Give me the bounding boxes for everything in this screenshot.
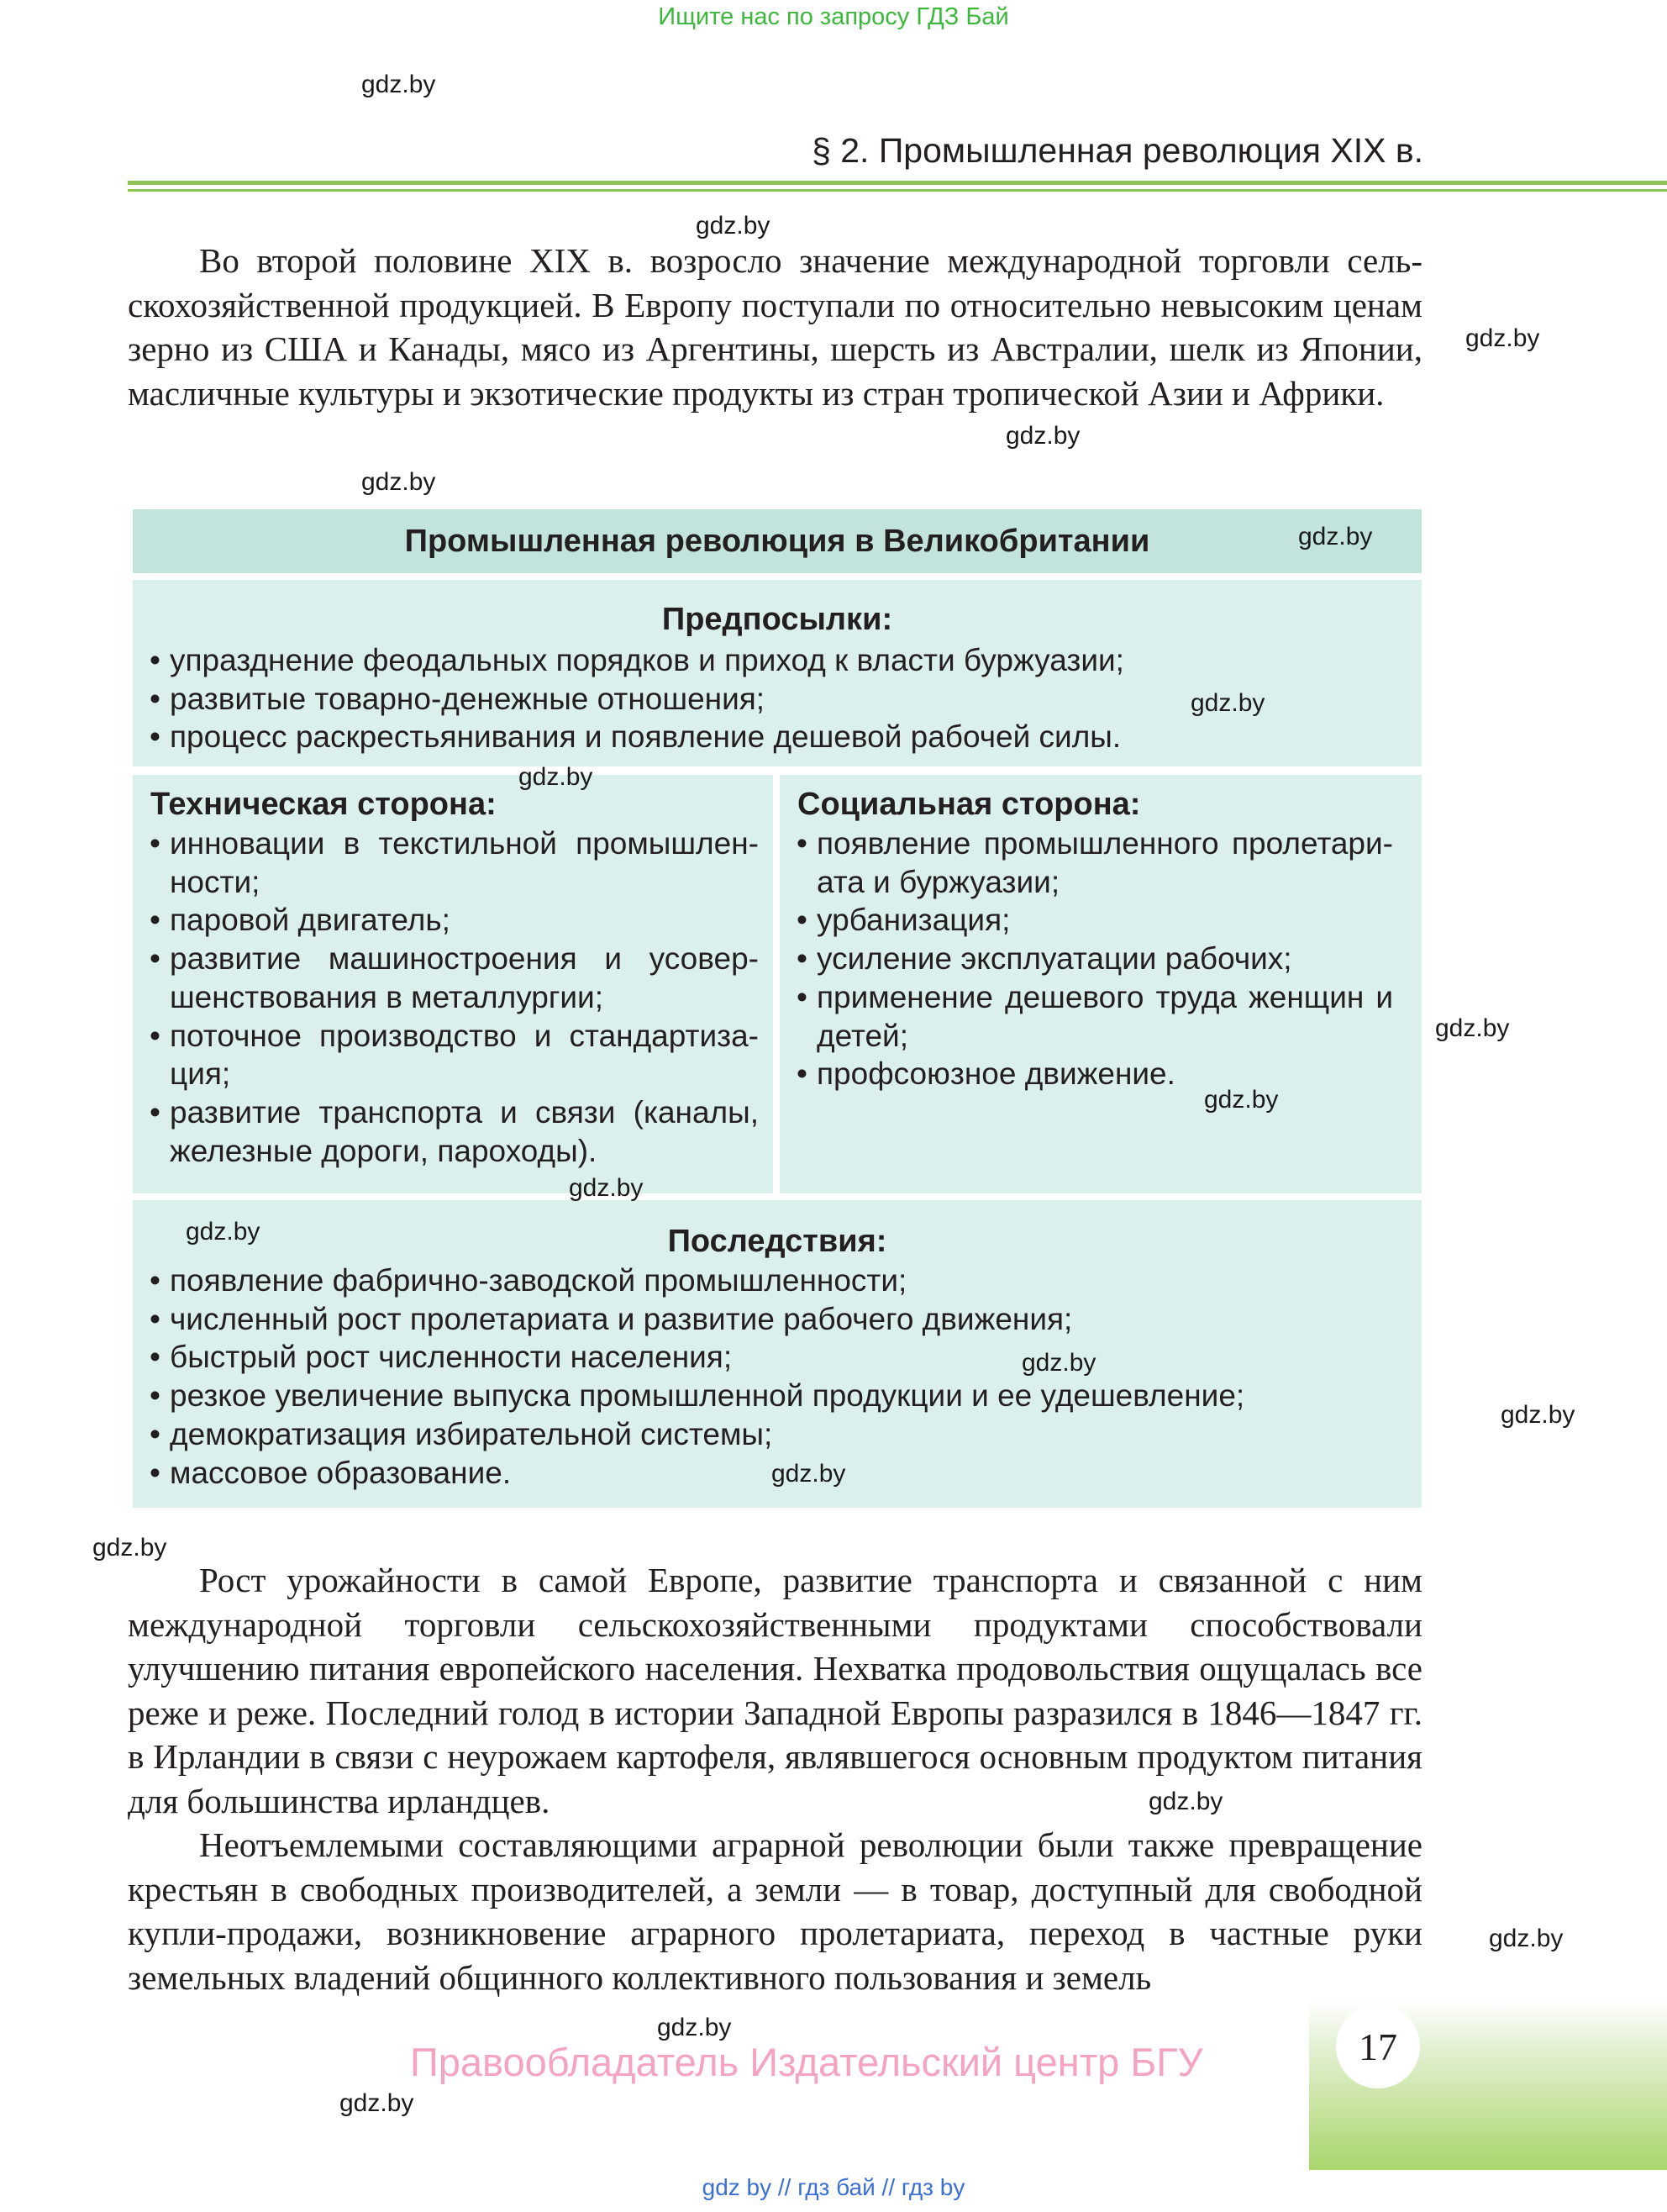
- watermark: gdz.by: [186, 1218, 260, 1246]
- watermark: gdz.by: [1191, 689, 1265, 717]
- list-item: • развитие транспорта и связи (каналы, железные дороги, пароходы).: [150, 1093, 759, 1170]
- social-panel: [780, 775, 1422, 1193]
- prerequisites-panel: [133, 580, 1422, 766]
- watermark: gdz.by: [92, 1534, 167, 1562]
- list-item: • процесс раскрестьянивания и появление дешевой рабочей силы.: [150, 718, 1410, 756]
- watermark: gdz.by: [657, 2014, 732, 2041]
- paragraph-3-text: Неотъемлемыми составляющими аграрной революции были также превращение крестьян в свободных производителей, а земли — в товар, доступный для свободной купли-продажи, возникновение аграрного пролетариата, переход в частные руки земельных владений общинного коллективного пользования и земель: [128, 1825, 1422, 1997]
- list-item: • профсоюзное движение.: [797, 1055, 1393, 1093]
- paragraph-2: [128, 1558, 1422, 1823]
- paragraph-2-text: Рост урожайности в самой Европе, развитие транспорта и связанной с ним международной торговли сельскохозяйственными продуктами способствовали улучшению питания европейского населения. Нехватка продовольствия ощущалась все реже и реже. Последний голод в истории Западной Европы разразился в 1846—1847 гг. в Ирландии в связи с неурожаем картофеля, являвшегося основным продуктом питания для большинства ирландцев.: [128, 1561, 1422, 1820]
- list-item: • демократизация избирательной системы;: [150, 1415, 1410, 1454]
- list-item: • паровой двигатель;: [150, 901, 759, 940]
- list-item: • быстрый рост численности населения;: [150, 1338, 1410, 1377]
- list-item: • применение дешевого труда женщин и детей;: [797, 978, 1393, 1055]
- paragraph-1: [128, 239, 1422, 415]
- list-item: • поточное производство и стандартизация;: [150, 1017, 759, 1093]
- watermark: gdz.by: [1435, 1014, 1510, 1042]
- paragraph-3: [128, 1823, 1422, 1999]
- technical-panel: [133, 775, 773, 1193]
- social-list: [797, 824, 1393, 1093]
- watermark: gdz.by: [1501, 1401, 1575, 1429]
- list-item: • численный рост пролетариата и развитие рабочего движения;: [150, 1300, 1410, 1339]
- list-item: • развитие машиностроения и усовершенствования в металлургии;: [150, 940, 759, 1016]
- footer-links[interactable]: gdz by // гдз бай // гдз by: [702, 2174, 965, 2200]
- social-heading: Социальная сторона:: [797, 787, 1141, 822]
- page-number: 17: [1336, 2004, 1420, 2088]
- prerequisites-heading: Предпосылки:: [661, 602, 893, 637]
- list-item: • появление промышленного пролетариата и буржуазии;: [797, 824, 1393, 901]
- list-item: • появление фабрично-заводской промышленности;: [150, 1261, 1410, 1300]
- list-item: • упразднение феодальных порядков и приход к власти буржуазии;: [150, 641, 1410, 680]
- watermark: gdz.by: [518, 763, 593, 791]
- watermark: gdz.by: [569, 1174, 644, 1202]
- paragraph-1-text: Во второй половине XIX в. возросло значение международной торговли сельскохозяйственной продукцией. В Европу поступали по относительно невысоким ценам зерно из США и Канады, мясо из Аргентины, шерсть из Австралии, шелк из Японии, масличные культуры и экзотические продукты из стран тропической Азии и Африки.: [128, 241, 1422, 413]
- search-banner: Ищите нас по запросу ГДЗ Бай: [658, 3, 1009, 30]
- list-item: • резкое увеличение выпуска промышленной продукции и ее удешевление;: [150, 1377, 1410, 1415]
- watermark: gdz.by: [1149, 1788, 1223, 1815]
- copyright-notice: Правообладатель Издательский центр БГУ: [410, 2040, 1203, 2084]
- scheme-title: Промышленная революция в Великобритании: [133, 509, 1422, 573]
- watermark: gdz.by: [339, 2089, 414, 2117]
- watermark: gdz.by: [1022, 1349, 1096, 1377]
- watermark: gdz.by: [1298, 523, 1373, 550]
- watermark: gdz.by: [361, 468, 436, 496]
- watermark: gdz.by: [1465, 324, 1540, 352]
- header-rule: [128, 181, 1667, 192]
- section-title: § 2. Промышленная революция XIX в.: [812, 131, 1423, 170]
- watermark: gdz.by: [1204, 1086, 1279, 1114]
- watermark: gdz.by: [771, 1460, 846, 1488]
- watermark: gdz.by: [1006, 422, 1081, 450]
- watermark: gdz.by: [1489, 1925, 1564, 1952]
- consequences-list: [150, 1261, 1410, 1492]
- list-item: • урбанизация;: [797, 901, 1393, 940]
- list-item: • массовое образование.: [150, 1454, 1410, 1493]
- consequences-heading: Последствия:: [667, 1224, 887, 1259]
- list-item: • усиление эксплуатации рабочих;: [797, 940, 1393, 978]
- list-item: • развитые товарно-денежные отношения;: [150, 680, 1410, 719]
- technical-list: [150, 824, 759, 1170]
- list-item: • инновации в текстильной промышленности;: [150, 824, 759, 901]
- watermark: gdz.by: [696, 212, 770, 240]
- technical-heading: Техническая сторона:: [150, 787, 497, 822]
- watermark: gdz.by: [361, 71, 436, 98]
